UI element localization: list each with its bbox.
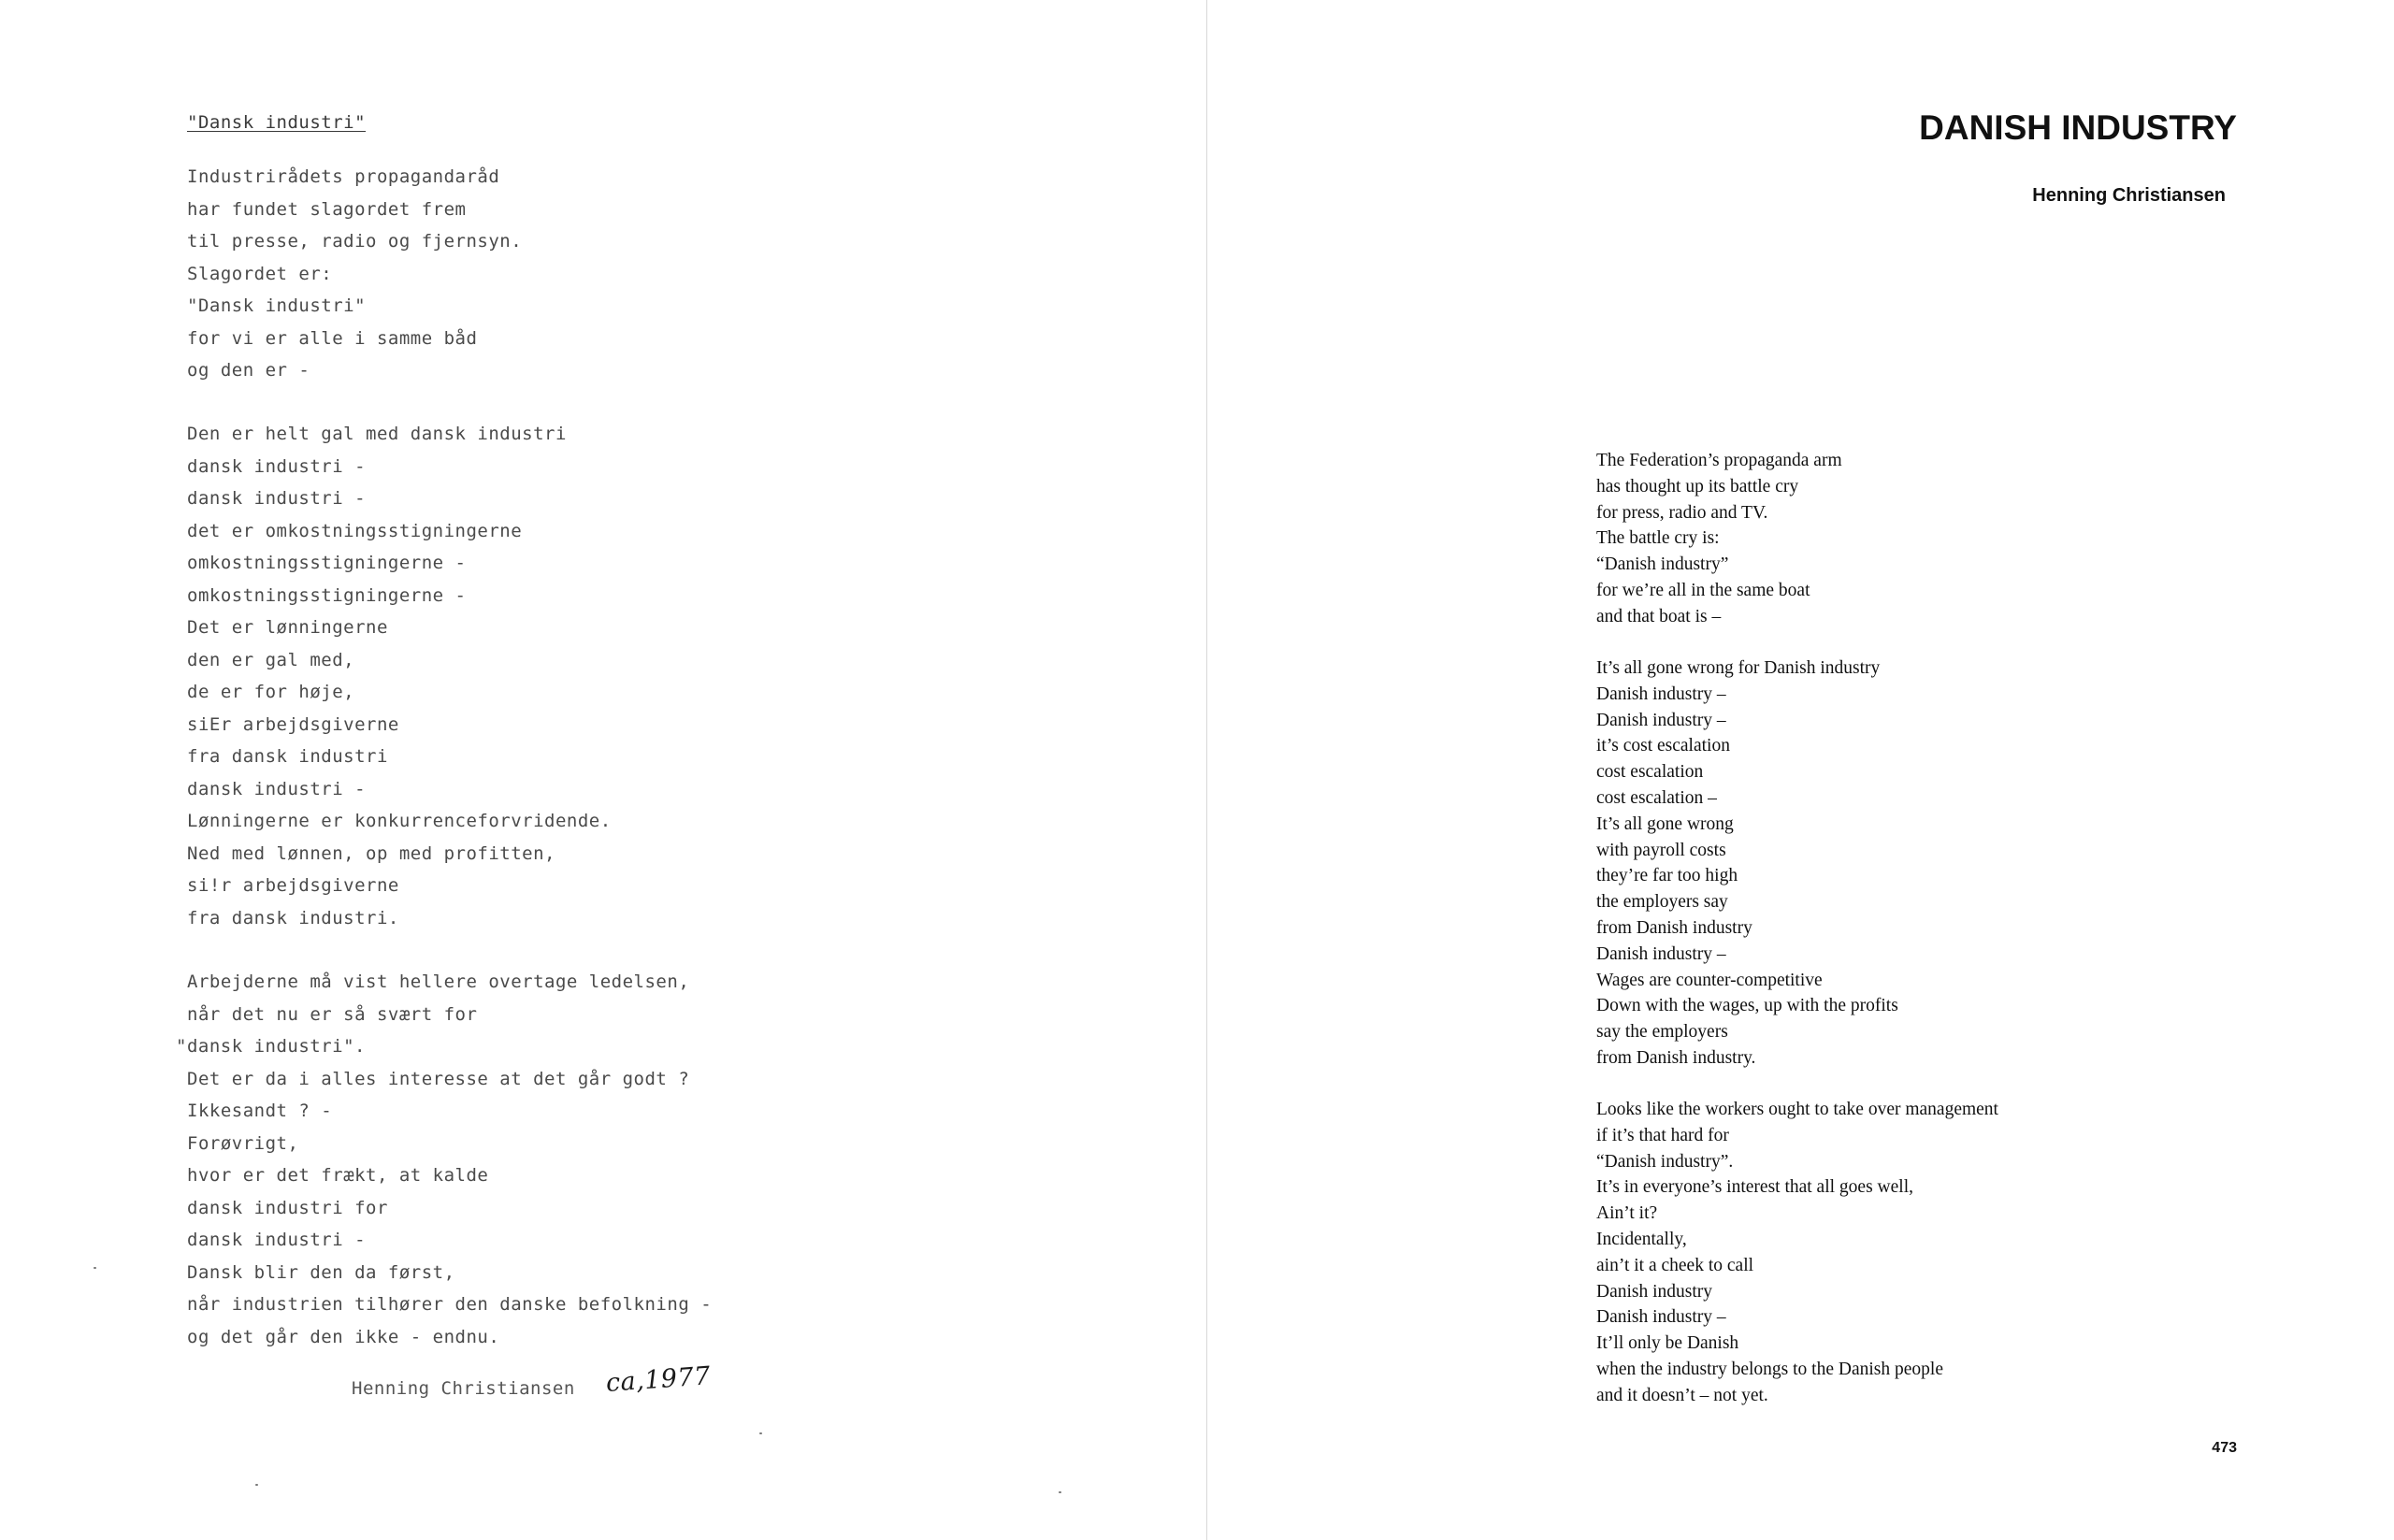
typescript-line: dansk industri - xyxy=(187,455,367,477)
scan-speck xyxy=(255,1484,258,1486)
poem-line: “Danish industry” xyxy=(1596,554,1729,575)
poem-line: for we’re all in the same boat xyxy=(1596,580,1810,600)
typescript-line: når det nu er så svært for xyxy=(187,1003,478,1025)
typescript-line: Ikkesandt ? - xyxy=(187,1101,333,1121)
typescript-line: fra dansk industri xyxy=(187,746,388,767)
typescript-line: dansk industri - xyxy=(187,778,367,799)
poem-line: cost escalation – xyxy=(1596,787,1717,808)
typescript-line: Lønningerne er konkurrenceforvridende. xyxy=(187,811,612,831)
typescript-line: Det er lønningerne xyxy=(187,617,388,638)
poem-line: with payroll costs xyxy=(1596,840,1726,860)
poem-line: Danish industry – xyxy=(1596,943,1726,964)
typescript-line: Arbejderne må vist hellere overtage ledelsen, xyxy=(187,971,690,992)
typescript-line: "dansk industri". xyxy=(176,1036,366,1057)
typescript-line: dansk industri - xyxy=(187,488,367,509)
typescript-line: "Dansk industri" xyxy=(187,295,367,316)
poem-line: “Danish industry”. xyxy=(1596,1151,1734,1172)
poem-line: the employers say xyxy=(1596,892,1728,913)
poem-line: Danish industry – xyxy=(1596,1307,1726,1328)
scan-speck xyxy=(94,1267,96,1269)
typescript-line: til presse, radio og fjernsyn. xyxy=(187,231,523,252)
poem-line: from Danish industry xyxy=(1596,917,1752,938)
typescript-line: fra dansk industri. xyxy=(187,907,399,928)
typescript-line: dansk industri for xyxy=(187,1197,388,1218)
poem-line: Danish industry – xyxy=(1596,684,1726,704)
page-number: 473 xyxy=(2212,1440,2237,1456)
typescript-line: dansk industri - xyxy=(187,1230,367,1250)
typescript-line: Ned med lønnen, op med profitten, xyxy=(187,842,555,864)
page-gutter xyxy=(1206,0,1207,1540)
typescript-line: har fundet slagordet frem xyxy=(187,198,467,220)
poem-line: It’s in everyone’s interest that all goes well, xyxy=(1596,1177,1913,1198)
typescript-signature: Henning Christiansen xyxy=(352,1378,575,1399)
poem-line: It’ll only be Danish xyxy=(1596,1333,1739,1354)
poem-line: It’s all gone wrong for Danish industry xyxy=(1596,658,1881,678)
poem-stanza-2 xyxy=(1596,655,1898,1072)
typescript-line: siEr arbejdsgiverne xyxy=(187,713,399,735)
typescript-line: omkostningsstigningerne - xyxy=(187,553,467,573)
poem-stanza-1 xyxy=(1596,448,1842,630)
typescript-line: Det er da i alles interesse at det går godt ? xyxy=(187,1068,690,1089)
poem-line: Looks like the workers ought to take over management xyxy=(1596,1100,1998,1119)
scan-speck xyxy=(759,1432,762,1434)
typescript-line: hvor er det frækt, at kalde xyxy=(187,1165,489,1186)
typescript-line: Den er helt gal med dansk industri xyxy=(187,424,567,444)
typescript-line: og den er - xyxy=(187,360,310,381)
poem-line: The Federation’s propaganda arm xyxy=(1596,451,1842,470)
poem-line: for press, radio and TV. xyxy=(1596,502,1768,523)
typescript-line: den er gal med, xyxy=(187,649,355,670)
poem-line: when the industry belongs to the Danish people xyxy=(1596,1359,1943,1379)
typescript-line: Slagordet er: xyxy=(187,263,333,284)
typescript-line: Dansk blir den da først, xyxy=(187,1261,455,1283)
poem-line: and it doesn’t – not yet. xyxy=(1596,1385,1768,1405)
typescript-line: det er omkostningsstigningerne xyxy=(187,520,523,541)
poem-line: Danish industry – xyxy=(1596,710,1726,730)
poem-line: Incidentally, xyxy=(1596,1229,1687,1249)
poem-line: say the employers xyxy=(1596,1022,1728,1043)
poem-line: has thought up its battle cry xyxy=(1596,476,1799,497)
poem-line: Ain’t it? xyxy=(1596,1203,1658,1224)
typescript-line: når industrien tilhører den danske befolkning - xyxy=(187,1294,713,1315)
poem-line: cost escalation xyxy=(1596,762,1704,783)
page-author: Henning Christiansen xyxy=(2032,185,2226,206)
poem-line: The battle cry is: xyxy=(1596,528,1720,549)
scan-speck xyxy=(1059,1491,1061,1493)
typescript-line: Industrirådets propagandaråd xyxy=(187,166,500,187)
typescript-line: si!r arbejdsgiverne xyxy=(187,875,399,896)
poem-stanza-3 xyxy=(1596,1097,1998,1409)
typescript-line: for vi er alle i samme båd xyxy=(187,327,478,349)
poem-line: they’re far too high xyxy=(1596,866,1738,886)
typescript-line: de er for høje, xyxy=(187,682,355,702)
poem-line: ain’t it a cheek to call xyxy=(1596,1255,1754,1275)
poem-line: It’s all gone wrong xyxy=(1596,813,1734,834)
typescript-line: Forøvrigt, xyxy=(187,1132,299,1154)
page-title: DANISH INDUSTRY xyxy=(1919,108,2237,147)
typescript-line: omkostningsstigningerne - xyxy=(187,584,467,606)
poem-line: if it’s that hard for xyxy=(1596,1125,1729,1145)
poem-line: and that boat is – xyxy=(1596,606,1722,626)
poem-line: Wages are counter-competitive xyxy=(1596,970,1823,990)
poem-line: from Danish industry. xyxy=(1596,1047,1756,1068)
typescript-stanza-3 xyxy=(176,966,713,1353)
handwritten-date: ca,1977 xyxy=(604,1361,712,1398)
typescript-stanza-1 xyxy=(187,161,522,387)
poem-line: Down with the wages, up with the profits xyxy=(1596,996,1898,1016)
poem-line: it’s cost escalation xyxy=(1596,736,1730,756)
poem-line: Danish industry xyxy=(1596,1281,1713,1302)
typescript-line: og det går den ikke - endnu. xyxy=(187,1326,500,1347)
typescript-title: "Dansk industri" xyxy=(187,112,367,133)
typescript-stanza-2 xyxy=(187,418,612,934)
